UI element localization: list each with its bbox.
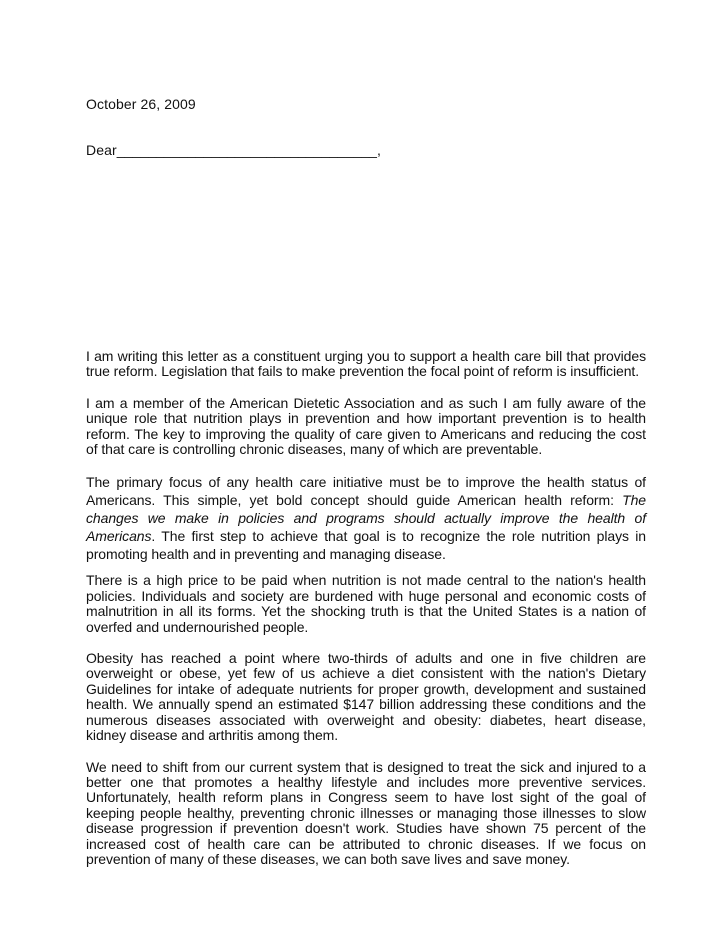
- paragraph-3-start: The primary focus of any health care initiative must be to improve the health status of Americans. This simple, yet bold concept should guide American health reform:: [86, 474, 646, 509]
- paragraph-1: I am writing this letter as a constituent urging you to support a health care bill that provides true reform. Legislation that fails to make prevention the focal point of reform is insufficient.: [86, 348, 646, 380]
- paragraph-3: [86, 473, 646, 563]
- paragraph-5: Obesity has reached a point where two-thirds of adults and one in five children are overweight or obese, yet few of us achieve a diet consistent with the nation's Dietary Guidelines for intake of adequate nutrients for proper growth, development and sustained health. We annually spend an estimated $147 billion addressing these conditions and the numerous diseases associated with overweight and obesity: diabetes, heart disease, kidney disease and arthritis among them.: [86, 650, 646, 744]
- paragraph-2: I am a member of the American Dietetic Association and as such I am fully aware of the unique role that nutrition plays in prevention and how important prevention is to health reform. The key to improving the quality of care given to Americans and reducing the cost of that care is controlling chronic diseases, many of which are preventable.: [86, 394, 646, 458]
- letter-date: October 26, 2009: [86, 96, 196, 112]
- paragraph-3-italic: The changes we make in policies and programs should actually improve the health of Americans: [86, 492, 646, 545]
- paragraph-6: We need to shift from our current system that is designed to treat the sick and injured to a better one that promotes a healthy lifestyle and includes more preventive services. Unfortunately, health reform plans in Congress seem to have lost sight of the goal of keeping people healthy, preventing chronic illnesses or managing those illnesses to slow disease progression if prevention doesn't work. Studies have shown 75 percent of the increased cost of health care can be attributed to chronic diseases. If we focus on prevention of many of these diseases, we can both save lives and save money.: [86, 758, 646, 867]
- paragraph-3-end: . The first step to achieve that goal is to recognize the role nutrition plays in promoting health and in preventing and managing disease.: [86, 528, 646, 563]
- paragraph-4: There is a high price to be paid when nutrition is not made central to the nation's health policies. Individuals and society are burdened with huge personal and economic costs of malnutrition in all its forms. Yet the shocking truth is that the United States is a nation of overfed and undernourished people.: [86, 572, 646, 635]
- letter-salutation: Dear_________________________________,: [86, 142, 381, 158]
- letter-body: [86, 349, 646, 883]
